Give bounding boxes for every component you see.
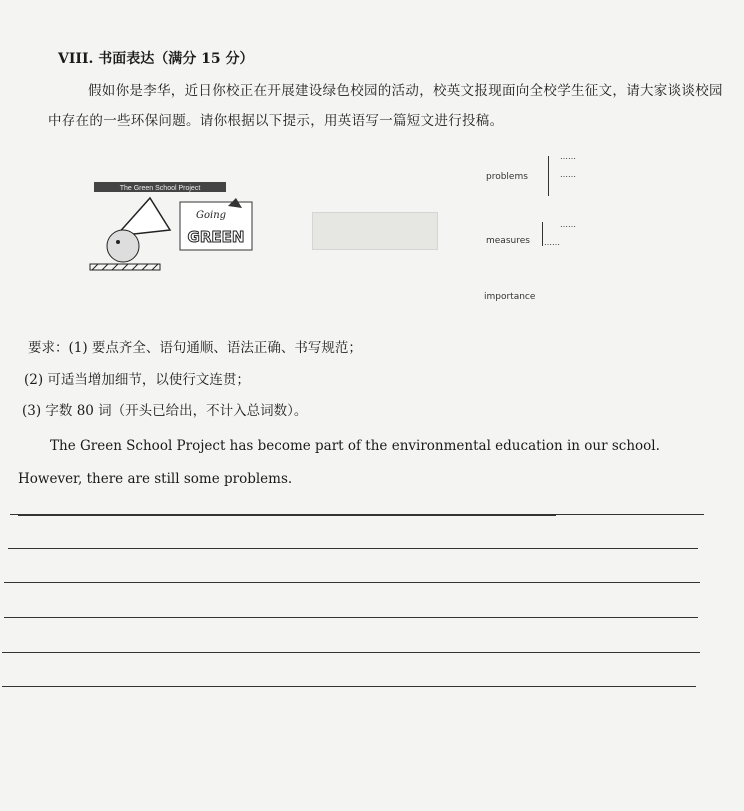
- mindmap-measures-label: measures: [486, 236, 530, 246]
- faded-image: [312, 212, 438, 250]
- mindmap-measure-item: ……: [560, 220, 576, 229]
- mindmap-problem-item: ……: [560, 170, 576, 179]
- writing-line[interactable]: [10, 514, 704, 515]
- writing-line[interactable]: [2, 686, 696, 687]
- task-intro: 假如你是李华，近日你校正在开展建设绿色校园的活动，校英文报现面向全校学生征文，请大家谈谈校园中存在的一些环保问题。请你根据以下提示，用英语写一篇短文进行投稿。: [48, 83, 723, 129]
- essay-opening: The Green School Project has become part of the environmental education in our school. However, there are still some problems.: [18, 438, 660, 487]
- writing-line[interactable]: [2, 652, 700, 653]
- writing-line[interactable]: [4, 617, 698, 618]
- requirement-2: (2) 可适当增加细节，以使行文连贯；: [24, 372, 250, 388]
- poster-word-green: GREEN: [187, 228, 245, 246]
- requirement-1: 要求：(1) 要点齐全、语句通顺、语法正确、书写规范；: [28, 340, 362, 356]
- writing-line[interactable]: [4, 582, 700, 583]
- mindmap-measure-item: ……: [544, 238, 560, 247]
- requirement-3: (3) 字数 80 词（开头已给出，不计入总词数）。: [22, 403, 308, 419]
- mindmap-measures-brace: [542, 222, 543, 246]
- section-title: VIII. 书面表达（满分 15 分）: [58, 51, 254, 67]
- green-school-poster: [88, 178, 258, 278]
- poster-illustration: [88, 178, 258, 278]
- mind-map: [478, 148, 648, 308]
- writing-line[interactable]: [8, 548, 698, 549]
- mindmap-problem-item: ……: [560, 152, 576, 161]
- poster-banner-text: The Green School Project: [119, 185, 201, 192]
- mindmap-importance-label: importance: [484, 292, 536, 302]
- mindmap-problems-label: problems: [486, 172, 528, 182]
- mindmap-problems-brace: [548, 156, 549, 196]
- poster-word-going: Going: [196, 210, 227, 221]
